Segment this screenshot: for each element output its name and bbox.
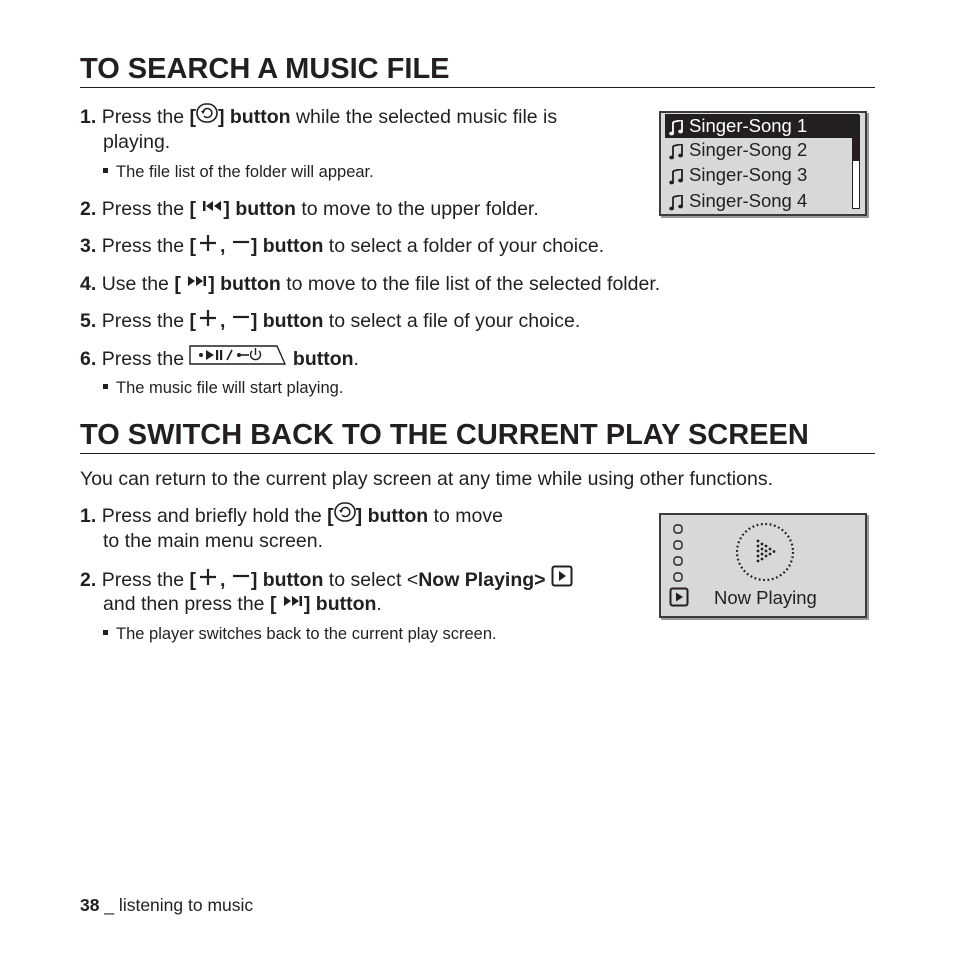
note-1: The file list of the folder will appear.	[103, 162, 374, 182]
fast-forward-icon	[186, 271, 208, 295]
s2-step-1-line-1: 1. Press and briefly hold the [ ] button to move	[80, 504, 503, 530]
plus-icon	[196, 567, 220, 591]
plus-icon	[196, 233, 220, 257]
note-6: The music file will start playing.	[103, 378, 343, 398]
step-1-line-2: playing.	[103, 131, 171, 153]
scrollbar	[852, 115, 860, 209]
song-item-1: Singer-Song 1	[665, 114, 859, 138]
section-title-search: TO SEARCH A MUSIC FILE	[80, 53, 450, 85]
section-2-intro: You can return to the current play screen at any time while using other functions.	[80, 468, 774, 490]
page-footer: 38 _ listening to music	[80, 895, 254, 915]
now-playing-icon	[669, 587, 689, 612]
main-menu-screen	[659, 513, 867, 618]
music-note-icon	[669, 193, 683, 217]
note-s2-2: The player switches back to the current play screen.	[103, 624, 497, 644]
minus-icon	[231, 233, 251, 257]
step-6: 6. Press the button.	[80, 346, 359, 374]
minus-icon	[231, 567, 251, 591]
rewind-icon	[201, 196, 223, 220]
song-item-2: Singer-Song 2	[665, 138, 807, 162]
minus-icon	[231, 308, 251, 332]
music-note-icon	[669, 167, 683, 191]
step-3: 3. Press the [ , ] button to select a folder of your choice.	[80, 234, 604, 259]
now-playing-icon	[551, 565, 573, 593]
s2-step-2-line-2: and then press the [ ] button.	[103, 592, 382, 617]
plus-icon	[196, 308, 220, 332]
title-rule	[80, 453, 875, 454]
song-list-screen	[659, 111, 867, 216]
scrollbar-thumb	[853, 116, 859, 161]
song-item-4: Singer-Song 4	[665, 189, 807, 213]
song-item-3: Singer-Song 3	[665, 163, 807, 187]
title-rule	[80, 87, 875, 88]
step-1-line-1: 1. Press the [ ] button while the selected music file is	[80, 105, 557, 131]
step-2: 2. Press the [ ] button to move to the upper folder.	[80, 197, 539, 222]
back-icon	[196, 103, 218, 129]
step-5: 5. Press the [ , ] button to select a file of your choice.	[80, 309, 580, 334]
back-icon	[334, 502, 356, 528]
play-pause-power-button-icon	[189, 344, 287, 372]
now-playing-label: Now Playing	[714, 587, 817, 608]
s2-step-2-line-1: 2. Press the [ , ] button to select <Now Playing>	[80, 567, 573, 595]
section-title-switch-back: TO SWITCH BACK TO THE CURRENT PLAY SCREEN	[80, 419, 809, 451]
now-playing-disc-icon	[734, 521, 796, 583]
fast-forward-icon	[282, 591, 304, 615]
s2-step-1-line-2: to the main menu screen.	[103, 530, 324, 552]
menu-dots	[671, 523, 685, 585]
step-4: 4. Use the [ ] button to move to the file list of the selected folder.	[80, 272, 660, 297]
